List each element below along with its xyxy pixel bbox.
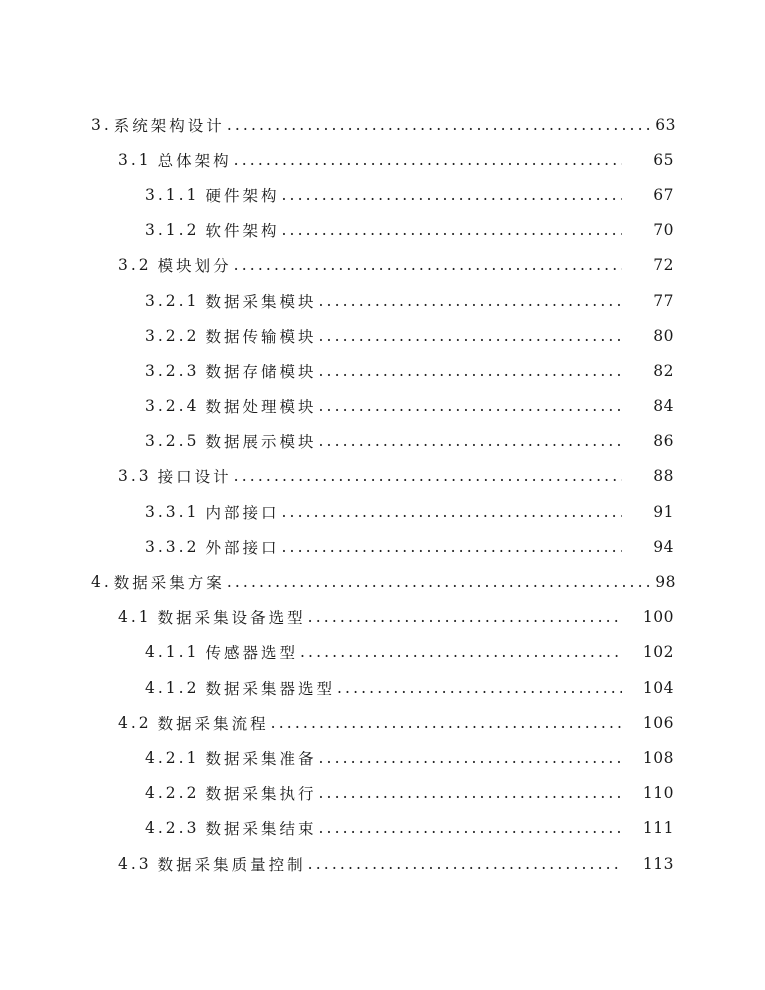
toc-entry-page: 110: [642, 784, 674, 803]
toc-entry-title: 数据存储模块: [205, 362, 317, 381]
toc-entry-page: 98: [655, 573, 676, 592]
toc-entry-title: 外部接口: [205, 538, 280, 557]
toc-dot-leader: [318, 749, 622, 767]
toc-entry-title: 总体架构: [157, 151, 232, 170]
toc-entry[interactable]: [0, 776, 765, 811]
toc-entry[interactable]: [0, 600, 765, 635]
table-of-contents: [0, 107, 765, 881]
toc-dot-leader: [318, 784, 622, 802]
toc-entry-page: 106: [642, 713, 674, 732]
toc-entry-title: 数据采集器选型: [205, 679, 335, 698]
toc-entry[interactable]: [0, 459, 765, 494]
toc-entry-number: 3.3.2: [145, 537, 200, 556]
toc-entry-page: 104: [642, 678, 674, 697]
toc-entry[interactable]: [0, 142, 765, 177]
toc-dot-leader: [281, 503, 622, 521]
toc-entry-page: 102: [642, 643, 674, 662]
toc-entry-title: 数据采集流程: [157, 714, 269, 733]
toc-entry-page: 91: [653, 502, 674, 521]
toc-entry-page: 67: [653, 185, 674, 204]
toc-entry[interactable]: [0, 353, 765, 388]
toc-dot-leader: [281, 186, 622, 204]
toc-entry-number: 4.3: [118, 854, 152, 873]
toc-entry-number: 3.2.2: [145, 326, 200, 345]
toc-entry-title: 内部接口: [205, 503, 280, 522]
toc-entry-page: 111: [642, 819, 674, 838]
toc-entry[interactable]: [0, 424, 765, 459]
toc-entry-page: 100: [642, 608, 674, 627]
toc-entry-title: 数据处理模块: [205, 398, 317, 417]
toc-entry-title: 硬件架构: [205, 186, 280, 205]
toc-dot-leader: [318, 292, 622, 310]
toc-entry-number: 4.2: [118, 713, 152, 732]
toc-entry-number: 4.2.2: [145, 784, 200, 803]
toc-entry-number: 3.1.1: [145, 185, 200, 204]
toc-entry-title: 接口设计: [157, 468, 232, 487]
toc-entry-number: 3.2: [118, 256, 152, 275]
toc-entry[interactable]: [0, 318, 765, 353]
toc-entry-page: 70: [653, 221, 674, 240]
toc-entry[interactable]: [0, 248, 765, 283]
toc-entry-number: 3.1.2: [145, 221, 200, 240]
toc-entry-number: 4.1.1: [145, 643, 200, 662]
toc-dot-leader: [318, 397, 622, 415]
toc-entry[interactable]: [0, 811, 765, 846]
toc-dot-leader: [318, 327, 622, 345]
toc-entry-page: 65: [653, 150, 674, 169]
toc-entry-title: 数据采集方案: [113, 574, 225, 593]
toc-entry-title: 系统架构设计: [113, 116, 225, 135]
toc-entry-page: 63: [655, 115, 676, 134]
toc-entry-number: 3.1: [118, 150, 152, 169]
toc-dot-leader: [318, 432, 622, 450]
toc-entry[interactable]: [0, 177, 765, 212]
toc-entry[interactable]: [0, 389, 765, 424]
toc-entry[interactable]: [0, 846, 765, 881]
toc-entry-page: 72: [653, 256, 674, 275]
toc-entry-number: 3.: [91, 115, 112, 134]
toc-entry-page: 82: [653, 361, 674, 380]
toc-entry[interactable]: [0, 740, 765, 775]
toc-entry[interactable]: [0, 529, 765, 564]
toc-entry-number: 3.3: [118, 467, 152, 486]
toc-entry-title: 数据传输模块: [205, 327, 317, 346]
toc-entry[interactable]: [0, 213, 765, 248]
toc-entry-number: 3.2.1: [145, 291, 200, 310]
toc-dot-leader: [308, 855, 622, 873]
toc-dot-leader: [227, 573, 650, 591]
toc-entry-page: 113: [642, 854, 674, 873]
toc-entry-page: 86: [653, 432, 674, 451]
toc-entry-title: 模块划分: [157, 257, 232, 276]
toc-entry[interactable]: [0, 670, 765, 705]
toc-entry-number: 4.2.1: [145, 748, 200, 767]
toc-dot-leader: [281, 221, 622, 239]
toc-entry[interactable]: [0, 283, 765, 318]
toc-entry-title: 数据采集质量控制: [157, 855, 306, 874]
toc-entry-number: 4.2.3: [145, 819, 200, 838]
toc-dot-leader: [234, 151, 622, 169]
toc-dot-leader: [281, 538, 622, 556]
toc-entry-page: 84: [653, 397, 674, 416]
toc-entry-title: 数据采集设备选型: [157, 609, 306, 628]
toc-entry-page: 77: [653, 291, 674, 310]
toc-entry-page: 108: [642, 748, 674, 767]
toc-dot-leader: [300, 643, 622, 661]
toc-entry-page: 94: [653, 537, 674, 556]
toc-entry-title: 数据采集结束: [205, 820, 317, 839]
toc-entry-number: 3.2.3: [145, 361, 200, 380]
toc-entry[interactable]: [0, 107, 765, 142]
toc-entry[interactable]: [0, 705, 765, 740]
toc-dot-leader: [318, 362, 622, 380]
toc-dot-leader: [227, 116, 650, 134]
toc-dot-leader: [337, 679, 622, 697]
toc-entry[interactable]: [0, 564, 765, 599]
toc-entry-title: 数据展示模块: [205, 433, 317, 452]
toc-entry-title: 传感器选型: [205, 644, 298, 663]
toc-entry-number: 4.1.2: [145, 678, 200, 697]
toc-entry-number: 4.1: [118, 608, 152, 627]
toc-dot-leader: [234, 256, 622, 274]
toc-dot-leader: [308, 608, 622, 626]
toc-entry-title: 数据采集执行: [205, 785, 317, 804]
toc-entry-title: 软件架构: [205, 222, 280, 241]
toc-entry-number: 3.3.1: [145, 502, 200, 521]
toc-entry-title: 数据采集准备: [205, 749, 317, 768]
toc-dot-leader: [271, 714, 622, 732]
toc-entry[interactable]: [0, 494, 765, 529]
toc-entry-page: 88: [653, 467, 674, 486]
toc-entry-number: 3.2.4: [145, 397, 200, 416]
toc-entry[interactable]: [0, 635, 765, 670]
toc-entry-number: 3.2.5: [145, 432, 200, 451]
toc-dot-leader: [234, 467, 622, 485]
toc-entry-title: 数据采集模块: [205, 292, 317, 311]
toc-dot-leader: [318, 819, 622, 837]
toc-entry-number: 4.: [91, 573, 112, 592]
toc-entry-page: 80: [653, 326, 674, 345]
